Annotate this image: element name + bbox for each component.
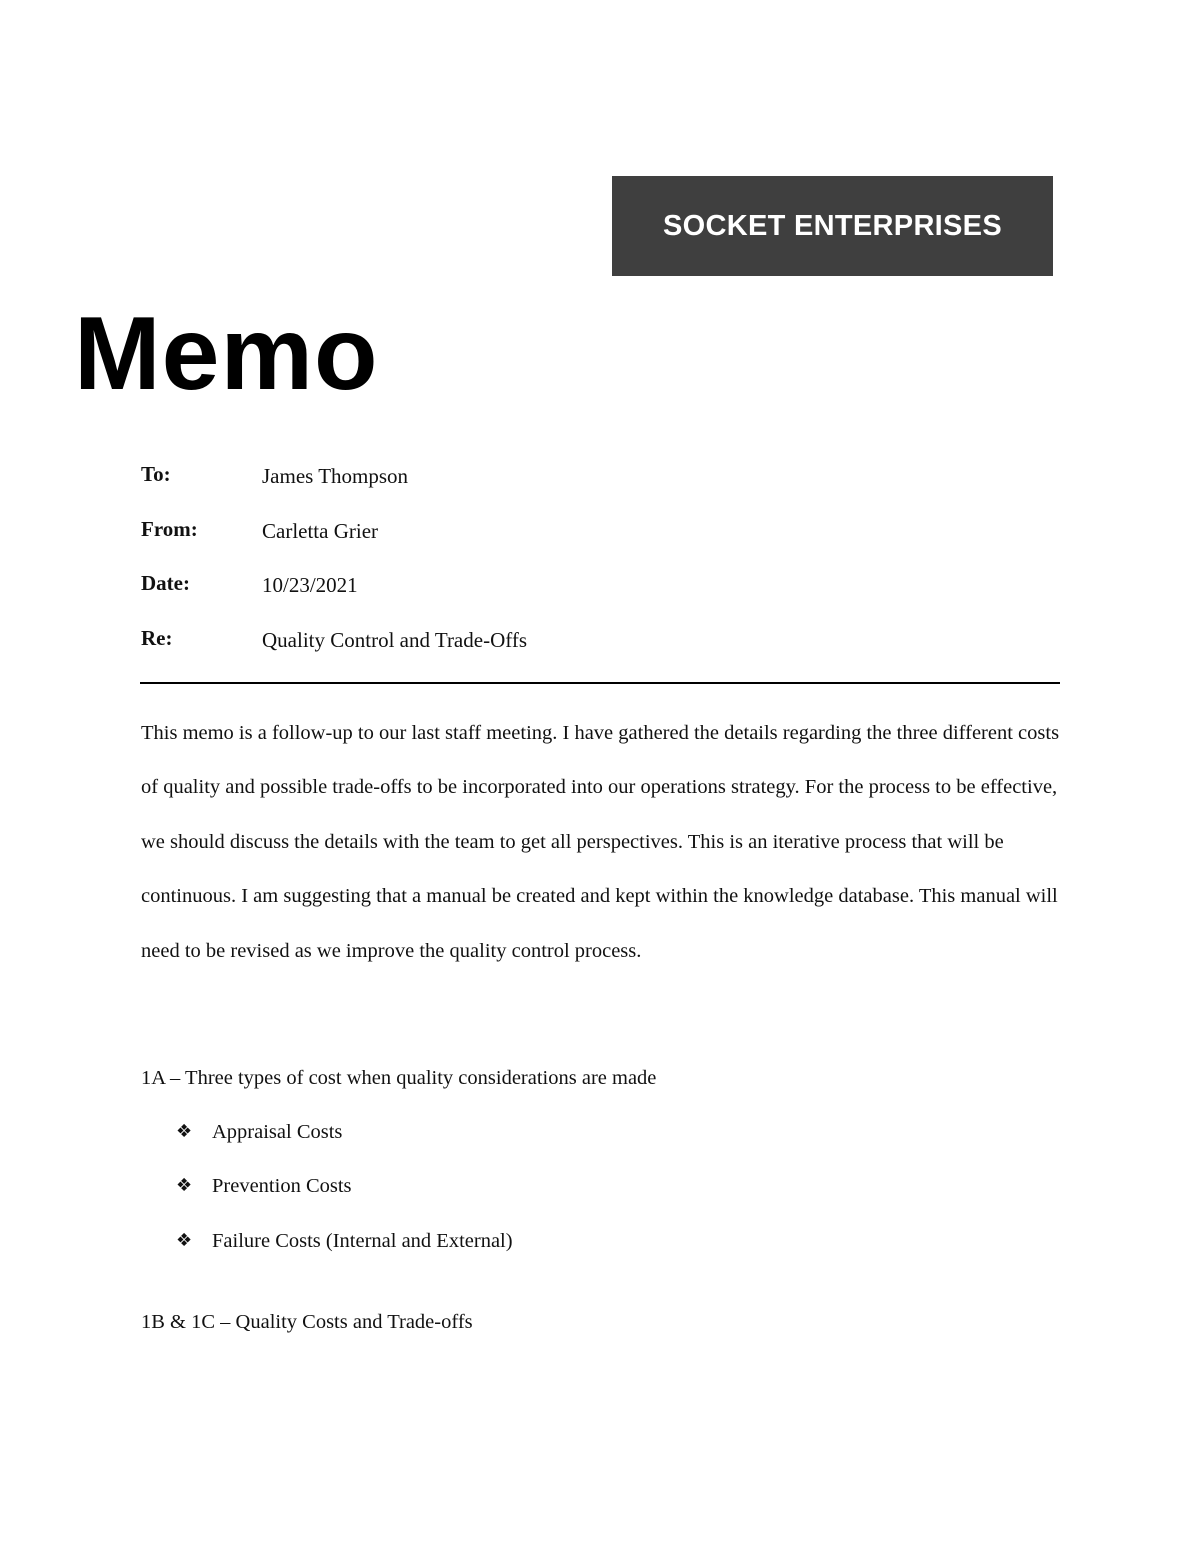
header-divider	[140, 682, 1060, 684]
date-row	[141, 569, 1061, 624]
re-row	[141, 624, 1061, 679]
date-label: Date:	[141, 571, 190, 595]
diamond-star-bullet-icon: ❖	[176, 1121, 193, 1142]
memo-header-fields	[141, 460, 1061, 678]
section-1a	[141, 1061, 1061, 1278]
list-item-text: Failure Costs (Internal and External)	[212, 1229, 513, 1252]
from-row	[141, 515, 1061, 570]
to-value: James Thompson	[262, 464, 409, 488]
re-value: Quality Control and Trade-Offs	[262, 627, 528, 652]
list-item-text: Prevention Costs	[212, 1175, 352, 1198]
memo-body-paragraph: This memo is a follow-up to our last staff meeting. I have gathered the details regarding the three different costs of quality and possible trade-offs to be incorporated into our operations strategy. For the process to be effective, we should discuss the details with the team to get all perspectives. This is an iterative process that will be continuous. I am suggesting that a manual be created and kept within the knowledge database. This manual will need to be revised as we improve the quality control process.	[141, 722, 1060, 962]
to-row	[141, 460, 1061, 515]
section-1b-heading: 1B & 1C – Quality Costs and Trade-offs	[141, 1311, 473, 1333]
list-item-text: Appraisal Costs	[212, 1121, 343, 1143]
to-label: To:	[141, 462, 171, 486]
memo-title: Memo	[74, 296, 379, 412]
re-label: Re:	[141, 625, 173, 650]
from-label: From:	[141, 516, 198, 541]
company-banner	[612, 176, 1053, 276]
section-1a-heading: 1A – Three types of cost when quality considerations are made	[141, 1067, 657, 1089]
diamond-star-bullet-icon: ❖	[176, 1229, 193, 1251]
list-item	[141, 1169, 1061, 1223]
list-item	[141, 1115, 1061, 1169]
from-value: Carletta Grier	[262, 518, 379, 543]
cost-types-list	[141, 1115, 1061, 1278]
company-name: SOCKET ENTERPRISES	[663, 209, 1002, 242]
date-value: 10/23/2021	[262, 573, 358, 597]
diamond-star-bullet-icon: ❖	[176, 1175, 193, 1197]
list-item	[141, 1224, 1061, 1278]
